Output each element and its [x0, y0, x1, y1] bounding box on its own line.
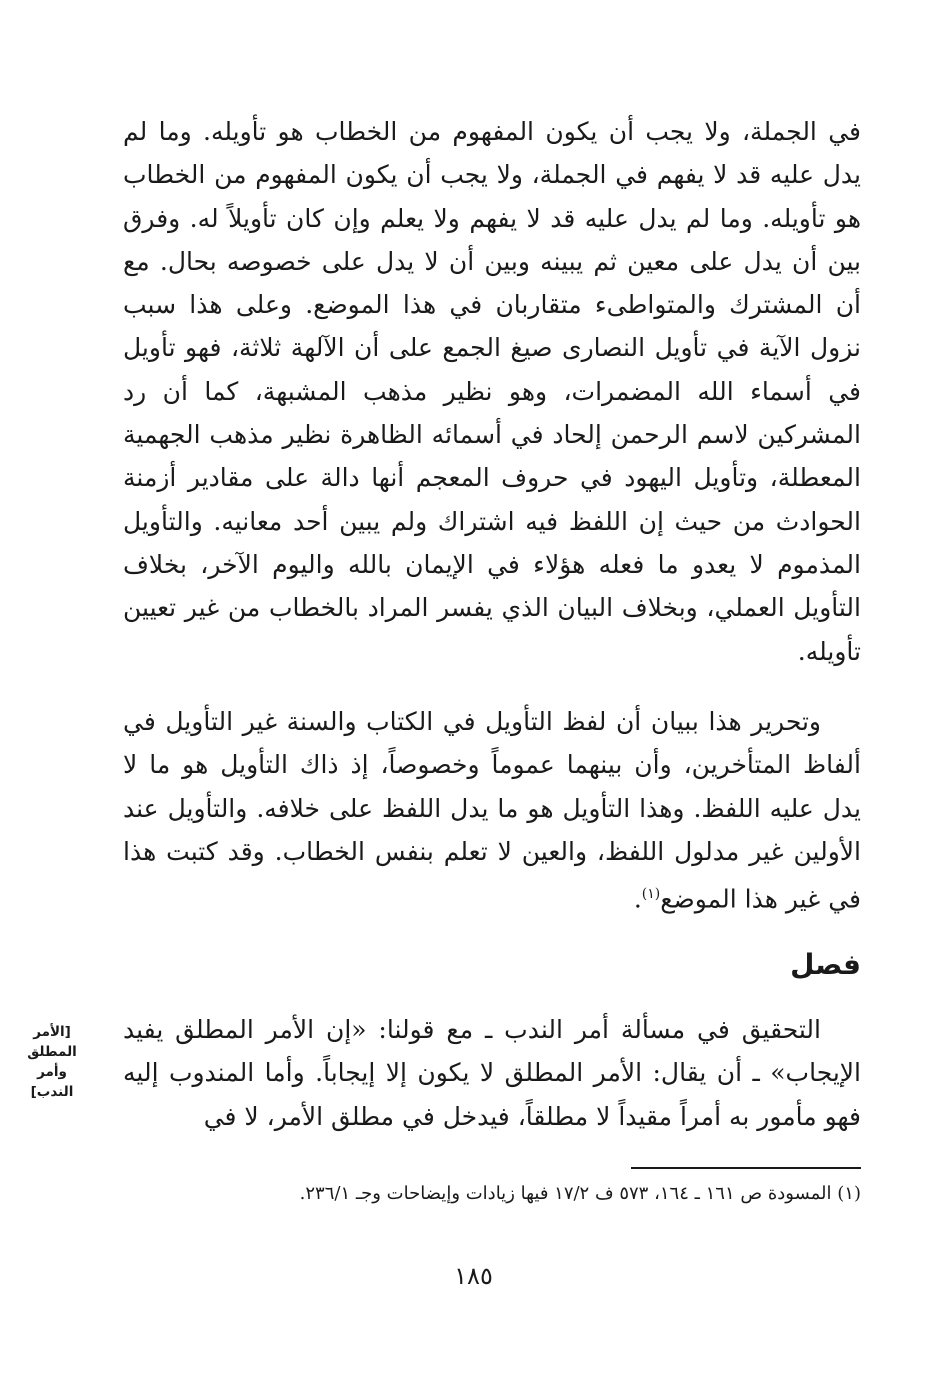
paragraph-2: [123, 700, 861, 921]
footnote-marker: (١): [641, 886, 661, 903]
section-heading: فصل: [790, 948, 861, 981]
paragraph-1: في الجملة، ولا يجب أن يكون المفهوم من الخطاب هو تأويله. وما لم يدل عليه قد لا يفهم في الجملة، ولا يجب أن يكون المفهوم من الخطاب هو تأويله. وما لم يدل عليه قد لا يفهم ولا يعلم وإن كان تأويلاً له. وفرق بين أن يدل على معين ثم يبينه وبين أن لا يدل على خصوصه بحال. مع أن المشترك والمتواطىء متقاربان في هذا الموضع. وعلى هذا سبب نزول الآية في تأويل النصارى صيغ الجمع على أن الآلهة ثلاثة، فهو تأويل في أسماء الله المضمرات، وهو نظير مذهب المشبهة، كما أن رد المشركين لاسم الرحمن إلحاد في أسمائه الظاهرة نظير مذهب الجهمية المعطلة، وتأويل اليهود في حروف المعجم أنها دالة على مقادير أزمنة الحوادث من حيث إن اللفظ فيه اشتراك ولم يبين أحد معانيه. والتأويل المذموم لا يعدو ما فعله هؤلاء في الإيمان بالله واليوم الآخر، بخلاف التأويل العملي، وبخلاف البيان الذي يفسر المراد بالخطاب من غير تعيين تأويله.: [123, 117, 861, 666]
page-number: ١٨٥: [454, 1262, 493, 1290]
paragraph-3: التحقيق في مسألة أمر الندب ـ مع قولنا: «إن الأمر المطلق يفيد الإيجاب» ـ أن يقال: الأمر المطلق لا يكون إلا إيجاباً. وأما المندوب إليه فهو مأمور به أمراً مقيداً لا مطلقاً، فيدخل في مطلق الأمر، لا في: [123, 1015, 861, 1131]
margin-note: [الأمر المطلق وأمر الندب]: [27, 1024, 77, 1100]
footnote-divider: [631, 1167, 861, 1169]
paragraph-2-end: .: [633, 884, 642, 914]
paragraph-2-text: وتحرير هذا ببيان أن لفظ التأويل في الكتاب والسنة غير التأويل في ألفاظ المتأخرين، وأن بينهما عموماً وخصوصاً، إذ ذاك التأويل هو ما لا يدل عليه اللفظ. وهذا التأويل هو ما يدل اللفظ على خلافه. والتأويل عند الأولين غير مدلول اللفظ، والعين لا تعلم بنفس الخطاب. وقد كتبت هذا في غير هذا الموضع: [123, 707, 861, 914]
footnote: (١) المسودة ص ١٦١ ـ ١٦٤، ٥٧٣ ف ١٧/٢ فيها زيادات وإيضاحات وجـ ٢٣٦/١.: [299, 1183, 861, 1204]
